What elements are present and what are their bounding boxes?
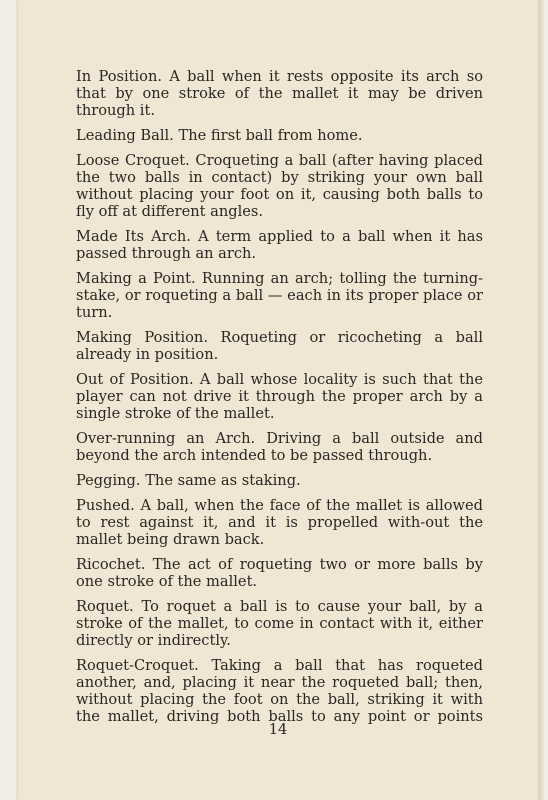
book-page xyxy=(18,0,538,800)
glossary-entry xyxy=(76,657,483,725)
entry-definition: A ball, when the face of the mallet is allowed to rest against it, and it is propelled with-out the mallet being drawn back. xyxy=(76,497,483,548)
entry-term: Loose Croquet. xyxy=(76,152,190,169)
glossary-entry xyxy=(76,371,483,422)
entry-definition: Driving a ball outside and beyond the arch intended to be passed through. xyxy=(76,430,484,464)
entry-definition: Running an arch; tolling the turning-stake, or roqueting a ball — each in its proper place or turn. xyxy=(76,270,484,321)
entry-term: Ricochet. xyxy=(76,556,146,573)
entry-term: Making Position. xyxy=(76,329,208,346)
entry-term: Making a Point. xyxy=(76,270,196,287)
entry-definition: To roquet a ball is to cause your ball, by a stroke of the mallet, to come in contact with it, either directly or indirectly. xyxy=(76,598,484,649)
page-edge xyxy=(538,0,544,800)
entry-definition: The act of roqueting two or more balls by one stroke of the mallet. xyxy=(76,556,483,590)
glossary-entry xyxy=(76,329,483,363)
glossary-text xyxy=(76,68,483,733)
glossary-entry xyxy=(76,556,483,590)
entry-definition: Taking a ball that has roqueted another, and, placing it near the roqueted ball; then, without placing the foot on the ball, striking it with the mallet, driving both balls to any point or points xyxy=(76,657,483,725)
glossary-entry xyxy=(76,472,483,489)
entry-term: Leading Ball. xyxy=(76,127,174,144)
entry-term: Roquet. xyxy=(76,598,134,615)
entry-term: Pegging. xyxy=(76,472,141,489)
glossary-entry xyxy=(76,430,483,464)
entry-term: Pushed. xyxy=(76,497,135,514)
entry-term: Over-running an Arch. xyxy=(76,430,256,447)
entry-term: Made Its Arch. xyxy=(76,228,191,245)
glossary-entry xyxy=(76,228,483,262)
entry-definition: The first ball from home. xyxy=(178,127,363,144)
glossary-entry xyxy=(76,127,483,144)
page-number: 14 xyxy=(268,721,288,738)
entry-term: Roquet-Croquet. xyxy=(76,657,199,674)
entry-definition: A ball when it rests opposite its arch so that by one stroke of the mallet it may be driven through it. xyxy=(76,68,484,119)
entry-term: In Position. xyxy=(76,68,162,85)
entry-definition: The same as staking. xyxy=(145,472,301,489)
entry-term: Out of Position. xyxy=(76,371,194,388)
glossary-entry xyxy=(76,152,483,220)
glossary-entry xyxy=(76,68,483,119)
entry-definition: A ball whose locality is such that the player can not drive it through the proper arch by a single stroke of the mallet. xyxy=(76,371,484,422)
entry-definition: A term applied to a ball when it has passed through an arch. xyxy=(76,228,483,262)
entry-definition: Roqueting or ricocheting a ball already in position. xyxy=(76,329,484,363)
glossary-entry xyxy=(76,598,483,649)
glossary-entry xyxy=(76,497,483,548)
entry-definition: Croqueting a ball (after having placed the two balls in contact) by striking your own ball without placing your foot on it, causing both balls to fly off at different angles. xyxy=(76,152,483,220)
glossary-entry xyxy=(76,270,483,321)
